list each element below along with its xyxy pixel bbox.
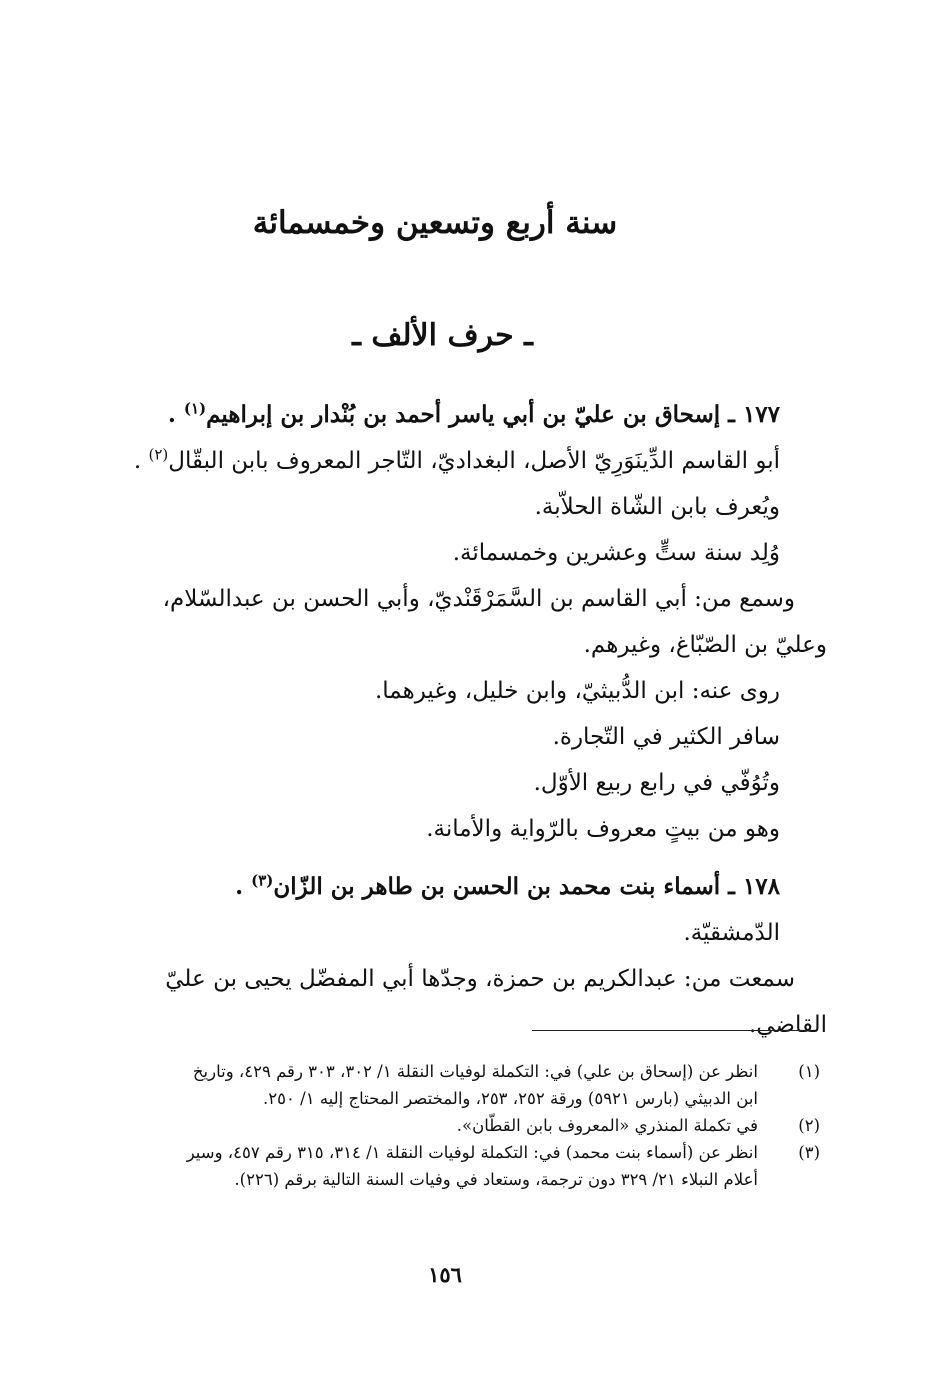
entry-178-line: القاضي. [748, 1012, 827, 1038]
footnote-text [105, 1139, 758, 1193]
footnotes [105, 1058, 820, 1193]
entry-177-line: وتُوُفّي في رابع ربيع الأوّل. [533, 770, 780, 796]
footnote-1 [105, 1058, 820, 1112]
footnote-text [105, 1058, 758, 1112]
footnote-ref-1: (١) [183, 399, 207, 418]
footnote-number: (٢) [798, 1116, 820, 1135]
entry-177-line: وسمع من: أبي القاسم بن السَّمَرْقَنْديّ، وأبي الحسن بن عبدالسّلام، [162, 586, 795, 612]
footnote-number: (١) [798, 1062, 820, 1081]
entry-177-line: سافر الكثير في التّجارة. [552, 724, 780, 750]
footnote-2 [105, 1112, 820, 1139]
page-number: ١٥٦ [428, 1262, 462, 1287]
entry-177-line: وهو من بيتٍ معروف بالرّواية والأمانة. [426, 816, 780, 842]
section-title: ـ حرف الألف ـ [352, 318, 533, 353]
entry-177-name: ١٧٧ ـ إسحاق بن عليّ بن أبي ياسر أحمد بن بُنْدار بن إبراهيم [206, 401, 780, 428]
entries-body [112, 392, 827, 1048]
footnote-line: أعلام النبلاء ٢١/ ٣٢٩ دون ترجمة، وستعاد في وفيات السنة التالية برقم (٢٢٦). [234, 1170, 758, 1189]
footnote-line: انظر عن (أسماء بنت محمد) في: التكملة لوفيات النقلة ١/ ٣١٤، ٣١٥ رقم ٤٥٧، وسير [186, 1143, 758, 1162]
year-title: سنة أربع وتسعين وخمسمائة [252, 205, 618, 241]
footnote-text [105, 1112, 758, 1139]
footnote-number: (٣) [798, 1143, 820, 1162]
footnote-3 [105, 1139, 820, 1193]
entry-178-name: ١٧٨ ـ أسماء بنت محمد بن الحسن بن طاهر بن الزّان [273, 873, 780, 900]
entry-177-line [112, 438, 812, 484]
entry-177-line: ويُعرف بابن الشّاة الحلاّبة. [534, 494, 780, 520]
entry-178-head: ١٧٨ ـ أسماء بنت محمد بن الحسن بن طاهر بن الزّان$^{(٣)}$ . [235, 871, 780, 900]
footnote-line: ابن الدبيثي (بارس ٥٩٢١) ورقة ٢٥٢، ٢٥٣، والمختصر المحتاج إليه ١/ ٢٥٠. [263, 1089, 758, 1108]
entry-177-line: وُلِد سنة ستٍّ وعشرين وخمسمائة. [452, 540, 780, 566]
footnote-line: في تكملة المنذري «المعروف بابن القطّان». [456, 1116, 758, 1135]
entry-gap [112, 852, 812, 864]
footnote-ref-2: (٢) [148, 445, 169, 464]
footnote-separator [532, 1030, 812, 1031]
entry-178-line: الدّمشقيّة. [683, 920, 780, 946]
entry-178-line: سمعت من: عبدالكريم بن حمزة، وجدّها أبي المفضّل يحيى بن عليّ [165, 966, 795, 992]
entry-177-line: وعليّ بن الصّبّاغ، وغيرهم. [583, 632, 827, 658]
footnote-ref-3: (٣) [251, 871, 274, 890]
entry-177-line: روى عنه: ابن الدُّبيثيّ، وابن خليل، وغيرهما. [374, 678, 780, 704]
entry-177-head: ١٧٧ ـ إسحاق بن عليّ بن أبي ياسر أحمد بن بُنْدار بن إبراهيم$^{(١)}$ . [167, 399, 780, 428]
entry-text: أبو القاسم الدِّينَوَرِيّ الأصل، البغداديّ، التّاجر المعروف بابن البقّال [168, 448, 780, 474]
footnote-line: انظر عن (إسحاق بن علي) في: التكملة لوفيات النقلة ١/ ٣٠٢، ٣٠٣ رقم ٤٢٩، وتاريخ [192, 1062, 758, 1081]
entry-text-tail: . [133, 448, 149, 474]
